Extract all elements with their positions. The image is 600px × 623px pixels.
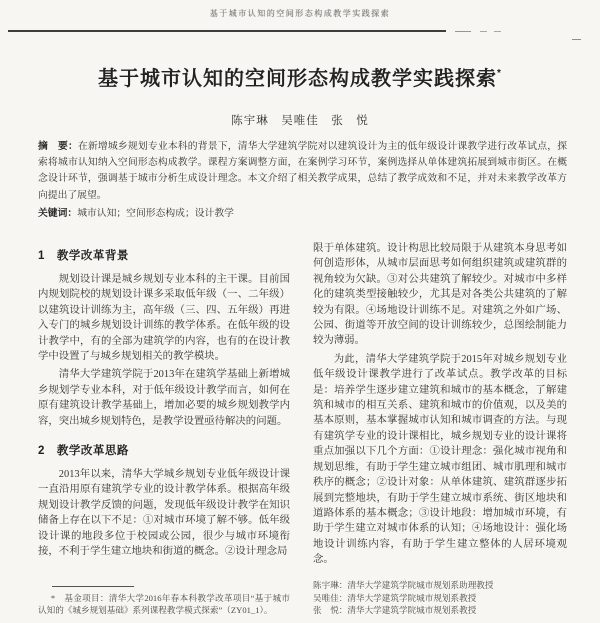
- left-footnote-block: [38, 586, 290, 617]
- running-header: 基于城市认知的空间形态构成教学实践探索: [209, 9, 391, 18]
- author-note: 陈宇琳：清华大学建筑学院城市规划系助理教授: [313, 580, 494, 591]
- scan-artifact-dash: [572, 39, 581, 40]
- right-column: [313, 241, 567, 619]
- fund-footnote: * 基金项目：清华大学2016年春本科教学改革项目“基于城市认知的《城乡规划基础》系列课程教学模式探索”（ZY01_1）。: [38, 592, 290, 616]
- section-1-heading: 1 教学改革背景: [38, 250, 129, 262]
- header-rule-dash: [480, 31, 487, 32]
- paper-title-text: 基于城市认知的空间形态构成教学实践探索: [98, 68, 498, 90]
- right-paragraph-2: 为此，清华大学建筑学院于2015年对城乡规划专业低年级设计课教学进行了改革试点。教学改革的目标是：培养学生逐步建立建筑和城市的基本概念，了解建筑和城市的相互关系、建筑和城市的价值观，以及美的基本原则，基本掌握城市认知和城市调查的方法。与现有建筑学专业的设计课相比，城乡规划专业的设计课将重点加强以下几个方面：①设计理念：强化城市视角和规划思维，有助于学生建立城市组团、城市肌理和城市秩序的概念；②设计对象：从单体建筑、建筑群逐步拓展到完整地块，有助于学生建立城市系统、街区地块和道路体系的基本概念；③设计地段：增加城市环境，有助于学生建立对城市体系的认知；④场地设计：强化场地设计训练内容，有助于学生建立整体的人居环境观念。: [313, 353, 567, 566]
- body-columns: [38, 241, 567, 619]
- title-footnote-marker: *: [497, 68, 502, 79]
- section-2-paragraph-1: 2013年以来，清华大学城乡规划专业低年级设计课一直沿用原有建筑学专业的设计教学体系。根据高年级规划设计教学反馈的问题，发现低年级设计教学在知识储备上存在以下不足：①对城市环境了解不够。低年级设计课的地段多位于校园或公园，很少与城市环境衔接，不利于学生建立地块和街道的概念。②设计理念局: [38, 469, 290, 558]
- abstract-text: 在新增城乡规划专业本科的背景下，清华大学建筑学院对以建筑设计为主的低年级设计课教学进行改革试点，探索将城市认知纳入空间形态构成教学。课程方案调整方面，在案例学习环节，案例选择从单体建筑拓展到城市街区。在概念设计环节，强调基于城市分析生成设计理念。本文介绍了相关教学成果，总结了教学成效和不足，并对未来教学改革方向提出了展望。: [38, 141, 568, 201]
- header-rule: [8, 30, 446, 32]
- right-paragraph-1: 限于单体建筑。设计构思比较局限于从建筑本身思考如何创造形体，从城市层面思考如何组织建筑或建筑群的视角较为欠缺。③对公共建筑了解较少。对城市中多样化的建筑类型接触较少，尤其是对各类公共建筑的了解较为有限。④场地设计训练不足。对建筑之外如广场、公园、街道等开放空间的设计训练较少，总图绘制能力较为薄弱。: [313, 243, 567, 347]
- section-1-paragraph-1: 规划设计课是城乡规划专业本科的主干课。目前国内规划院校的规划设计课多采取低年级（一、二年级）以建筑设计训练为主，高年级（三、四、五年级）再进入专门的城乡规划设计训练的教学体系。在低年级的设计教学中，有的全部为建筑学的内容，也有的在设计教学中设置了与城乡规划相关的教学模块。: [38, 274, 290, 363]
- abstract: [38, 139, 567, 204]
- section-2-heading: 2 教学改革思路: [38, 445, 129, 458]
- paper-title: [0, 62, 600, 91]
- keywords: [38, 205, 567, 219]
- left-column: [38, 241, 290, 619]
- keywords-label: 关键词：: [38, 208, 78, 219]
- author-line: 陈宇琳 吴唯佳 张 悦: [231, 115, 369, 127]
- header-rule-dash: [455, 31, 471, 32]
- footnote-rule: [52, 586, 134, 587]
- section-1-paragraph-2: 清华大学建筑学院于2013年在建筑学基础上新增城乡规划学专业本科，对于低年级设计教学而言，如何在原有建筑设计教学基础上，增加必要的城乡规划教学内容，突出城乡规划特色，是教学设置亟待解决的问题。: [38, 369, 290, 427]
- author-notes-block: [313, 579, 567, 617]
- author-note: 张 悦：清华大学建筑学院城市规划系教授: [313, 605, 477, 616]
- author-note: 吴唯佳：清华大学建筑学院城市规划系教授: [313, 592, 477, 603]
- keywords-text: 城市认知；空间形态构成；设计教学: [77, 208, 234, 219]
- abstract-label: 摘 要：: [38, 141, 78, 152]
- header-rule-dash: [494, 31, 501, 32]
